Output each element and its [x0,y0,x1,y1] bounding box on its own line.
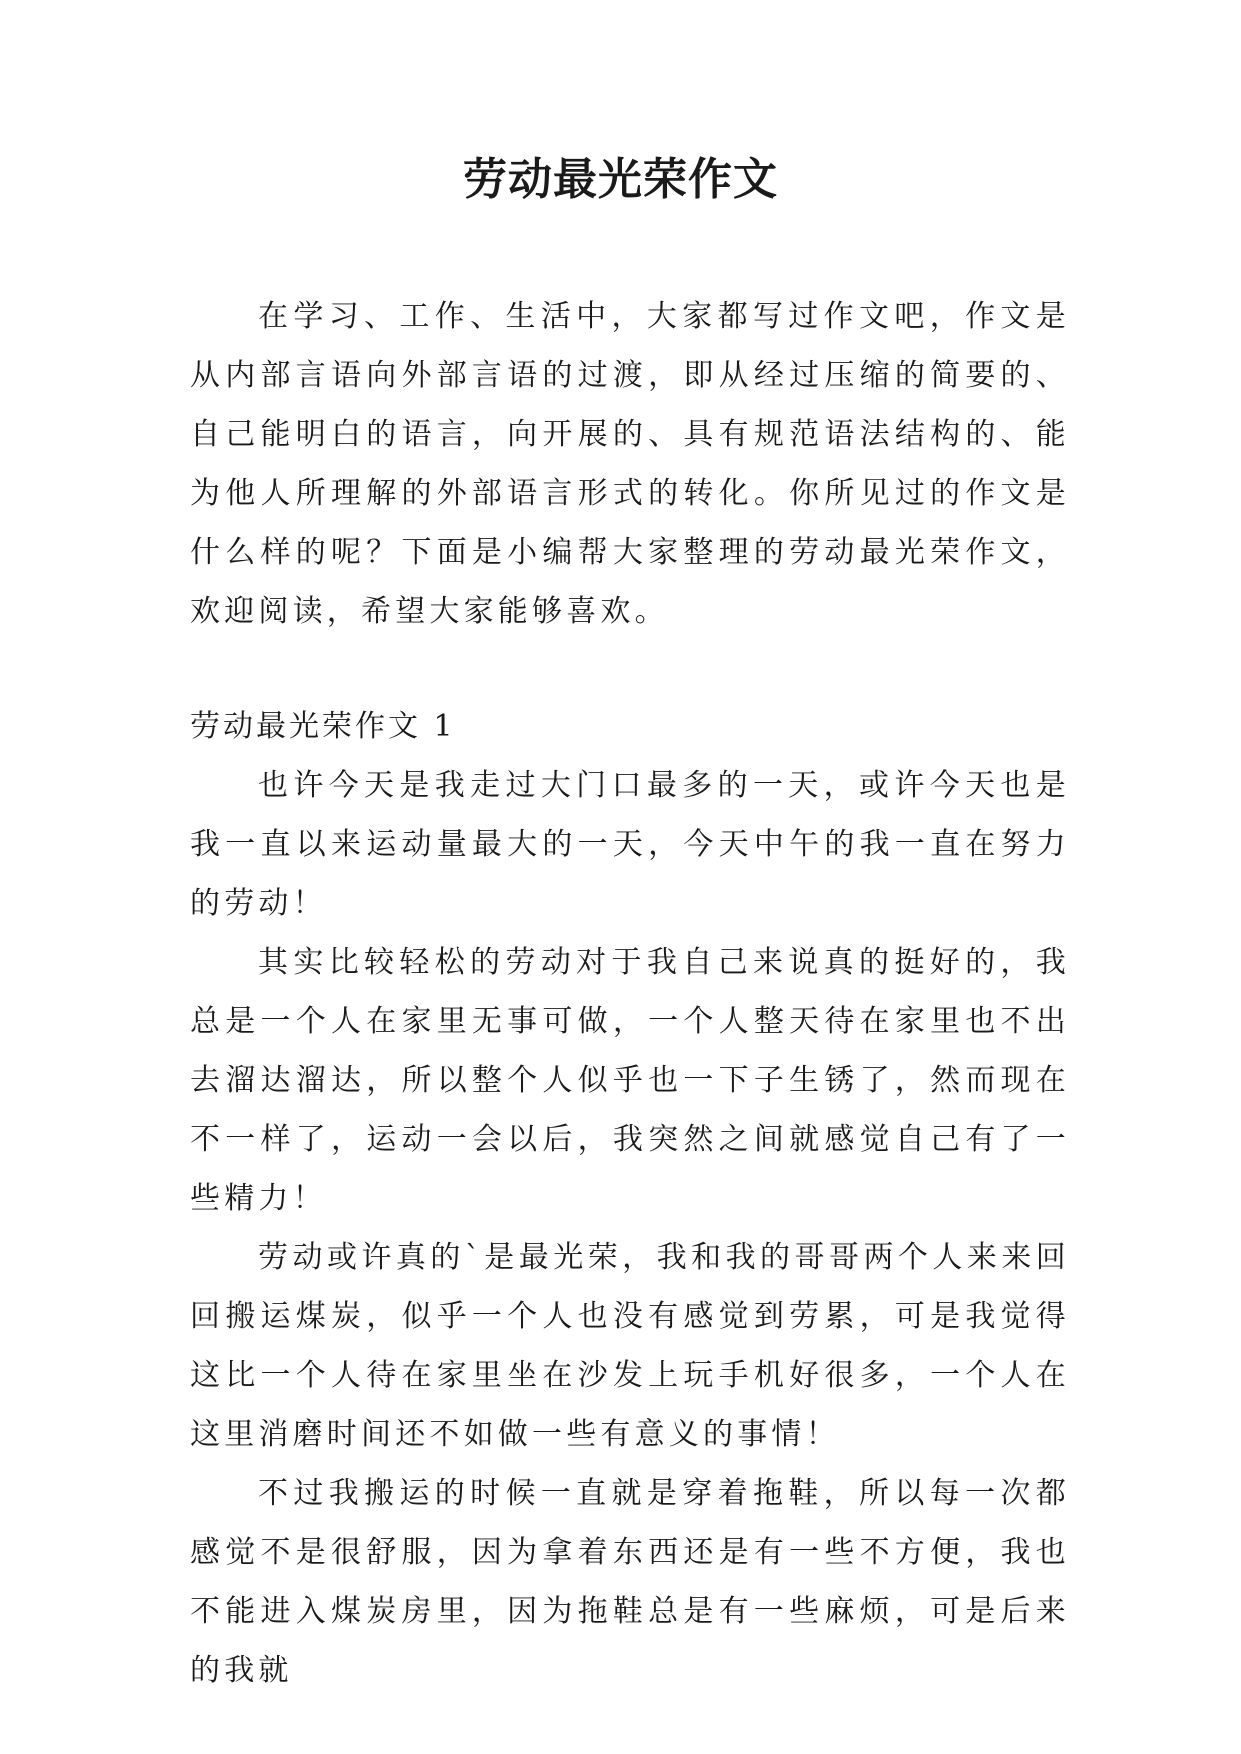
body-paragraph: 劳动或许真的`是最光荣，我和我的哥哥两个人来来回回搬运煤炭，似乎一个人也没有感觉到劳累，可是我觉得这比一个人待在家里坐在沙发上玩手机好很多，一个人在这里消磨时间还不如做一些有意义的事情！ [190,1240,1070,1452]
document-title: 劳动最光荣作文 [463,154,778,205]
body-paragraph: 不过我搬运的时候一直就是穿着拖鞋，所以每一次都感觉不是很舒服，因为拿着东西还是有一些不方便，我也不能进入煤炭房里，因为拖鞋总是有一些麻烦，可是后来的我就 [190,1476,1070,1688]
body-paragraph: 其实比较轻松的劳动对于我自己来说真的挺好的，我总是一个人在家里无事可做，一个人整天待在家里也不出去溜达溜达，所以整个人似乎也一下子生锈了，然而现在不一样了，运动一会以后，我突然之间就感觉自己有了一些精力！ [190,945,1070,1216]
section-heading: 劳动最光荣作文 1 [190,709,456,744]
body-paragraph: 也许今天是我走过大门口最多的一天，或许今天也是我一直以来运动量最大的一天，今天中午的我一直在努力的劳动！ [190,768,1070,921]
intro-paragraph: 在学习、工作、生活中，大家都写过作文吧，作文是从内部言语向外部言语的过渡，即从经过压缩的简要的、自己能明白的语言，向开展的、具有规范语法结构的、能为他人所理解的外部语言形式的转化。你所见过的作文是什么样的呢？下面是小编帮大家整理的劳动最光荣作文，欢迎阅读，希望大家能够喜欢。 [190,299,1070,629]
document-body [190,287,1070,1700]
